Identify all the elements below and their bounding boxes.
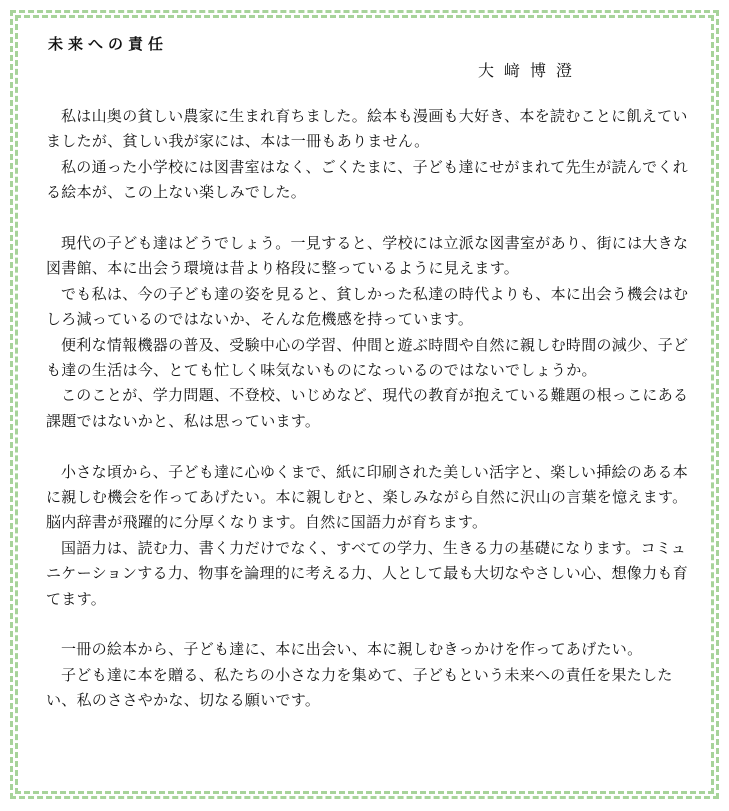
paragraph: 子ども達に本を贈る、私たちの小さな力を集めて、子どもという未来への責任を果たしたい、私のささやかな、切なる願いです。 — [46, 665, 673, 710]
paragraph: 小さな頃から、子ども達に心ゆくまで、紙に印刷された美しい活字と、楽しい挿絵のある本に親しむ機会を作ってあげたい。本に親しむと、楽しみながら自然に沢山の言葉を憶えます。脳内辞書が飛躍的に分厚くなります。自然に国語力が育ちます。 — [46, 462, 689, 532]
paragraph: 私の通った小学校には図書室はなく、ごくたまに、子ども達にせがまれて先生が読んでくれる絵本が、この上ない楽しみでした。 — [46, 157, 689, 202]
paragraph: 現代の子ども達はどうでしょう。一見すると、学校には立派な図書室があり、街には大きな図書館、本に出会う環境は昔より格段に整っているように見えます。 — [46, 234, 689, 278]
essay-body — [46, 104, 691, 714]
paragraph-gap — [46, 434, 691, 459]
paragraph: 一冊の絵本から、子ども達に、本に出会い、本に親しむきっかけを作ってあげたい。 — [61, 640, 643, 659]
paragraph: このことが、学力問題、不登校、いじめなど、現代の教育が抱えている難題の根っこにある課題ではないかと、私は思っています。 — [46, 386, 689, 430]
paragraph: 便利な情報機器の普及、受験中心の学習、仲間と遊ぶ時間や自然に親しむ時間の減少、子ども達の生活は今、とても忙しく味気ないものになっいるのではないでしょうか。 — [46, 335, 689, 380]
paragraph-gap — [46, 206, 691, 231]
author-name: 大﨑博澄 — [478, 61, 583, 80]
essay-title: 未来への責任 — [48, 35, 169, 53]
paragraph: 国語力は、読む力、書く力だけでなく、すべての学力、生きる力の基礎になります。コミュニケーションする力、物事を論理的に考える力、人として最も大切なやさしい心、想像力も育てます。 — [46, 538, 689, 608]
paragraph: でも私は、今の子ども達の姿を見ると、貧しかった私達の時代よりも、本に出会う機会はむしろ減っているのではないか、そんな危機感を持っています。 — [46, 284, 689, 329]
paragraph: 私は山奥の貧しい農家に生まれ育ちました。絵本も漫画も大好き、本を読むことに飢えていましたが、貧しい我が家には、本は一冊もありません。 — [46, 107, 688, 151]
paragraph-gap — [46, 612, 691, 637]
